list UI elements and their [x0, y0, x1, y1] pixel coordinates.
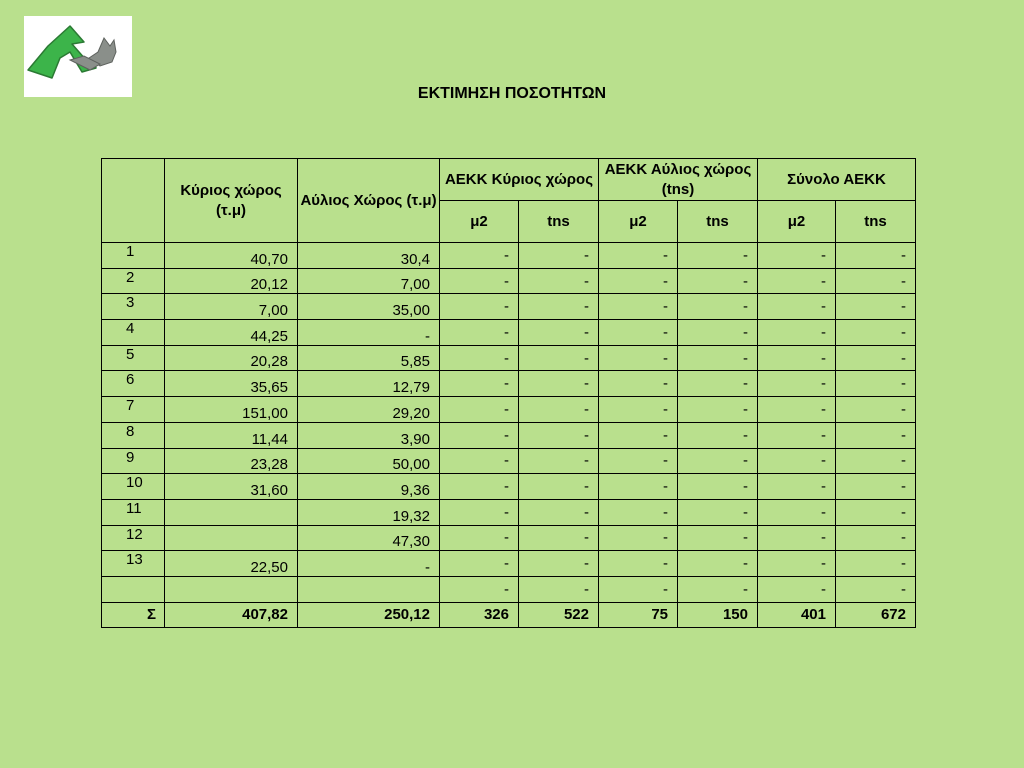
cell-aekk-yard-tns: -: [678, 320, 758, 346]
cell-aekk-yard-m2: -: [599, 422, 678, 448]
cell-aekk-main-m2: -: [440, 525, 519, 551]
cell-index: 12: [102, 525, 165, 551]
cell-main-space: 35,65: [165, 371, 298, 397]
cell-aekk-yard-m2: -: [599, 551, 678, 577]
cell-main-space: 31,60: [165, 474, 298, 500]
cell-aekk-main-tns: -: [519, 525, 599, 551]
cell-aekk-yard-tns: -: [678, 371, 758, 397]
page-title: ΕΚΤΙΜΗΣΗ ΠΟΣΟΤΗΤΩΝ: [417, 85, 607, 102]
cell-aekk-main-tns: -: [519, 268, 599, 294]
cell-aekk-yard-tns: -: [678, 551, 758, 577]
cell-aekk-total-tns: -: [836, 268, 916, 294]
cell-main-space: 40,70: [165, 243, 298, 269]
table-row: [102, 525, 916, 551]
cell-aekk-main-tns: -: [519, 499, 599, 525]
cell-aekk-main-tns: -: [519, 576, 599, 602]
cell-yard-space: 5,85: [298, 345, 440, 371]
cell-aekk-yard-m2: -: [599, 345, 678, 371]
cell-aekk-yard-tns: -: [678, 345, 758, 371]
cell-aekk-yard-m2: -: [599, 576, 678, 602]
cell-main-space: [165, 525, 298, 551]
cell-index: 8: [102, 422, 165, 448]
cell-aekk-yard-tns: -: [678, 576, 758, 602]
total-aekk-total-tns: 672: [836, 602, 916, 628]
cell-yard-space: -: [298, 551, 440, 577]
cell-main-space: 20,12: [165, 268, 298, 294]
cell-main-space: 44,25: [165, 320, 298, 346]
header-yard-space: Αύλιος Χώρος (τ.μ): [298, 159, 440, 243]
total-aekk-main-m2: 326: [440, 602, 519, 628]
cell-aekk-total-tns: -: [836, 474, 916, 500]
cell-aekk-total-tns: -: [836, 422, 916, 448]
cell-aekk-main-tns: -: [519, 320, 599, 346]
cell-aekk-total-m2: -: [758, 576, 836, 602]
cell-aekk-total-m2: -: [758, 397, 836, 423]
cell-aekk-yard-tns: -: [678, 397, 758, 423]
cell-yard-space: 47,30: [298, 525, 440, 551]
subheader-aekk-total-m2: μ2: [758, 201, 836, 243]
cell-aekk-yard-tns: -: [678, 268, 758, 294]
cell-aekk-main-m2: -: [440, 243, 519, 269]
cell-aekk-yard-tns: -: [678, 525, 758, 551]
table-row: [102, 371, 916, 397]
cell-main-space: 22,50: [165, 551, 298, 577]
cell-aekk-total-tns: -: [836, 576, 916, 602]
table-row: [102, 474, 916, 500]
subheader-aekk-yard-m2: μ2: [599, 201, 678, 243]
cell-aekk-main-m2: -: [440, 294, 519, 320]
subheader-aekk-main-m2: μ2: [440, 201, 519, 243]
cell-aekk-main-m2: -: [440, 320, 519, 346]
cell-yard-space: -: [298, 320, 440, 346]
subheader-aekk-total-tns: tns: [836, 201, 916, 243]
cell-yard-space: 12,79: [298, 371, 440, 397]
cell-aekk-main-tns: -: [519, 474, 599, 500]
cell-aekk-total-tns: -: [836, 294, 916, 320]
cell-yard-space: 3,90: [298, 422, 440, 448]
cell-aekk-yard-tns: -: [678, 422, 758, 448]
cell-aekk-total-m2: -: [758, 499, 836, 525]
cell-yard-space: [298, 576, 440, 602]
cell-aekk-yard-m2: -: [599, 371, 678, 397]
cell-aekk-main-m2: -: [440, 345, 519, 371]
cell-aekk-main-tns: -: [519, 448, 599, 474]
cell-aekk-main-m2: -: [440, 499, 519, 525]
cell-aekk-total-m2: -: [758, 294, 836, 320]
cell-main-space: [165, 499, 298, 525]
cell-aekk-main-tns: -: [519, 551, 599, 577]
cell-aekk-yard-m2: -: [599, 294, 678, 320]
cell-index: 7: [102, 397, 165, 423]
total-yard-space: 250,12: [298, 602, 440, 628]
cell-aekk-main-tns: -: [519, 397, 599, 423]
cell-aekk-yard-m2: -: [599, 499, 678, 525]
cell-aekk-main-m2: -: [440, 551, 519, 577]
cell-aekk-yard-m2: -: [599, 474, 678, 500]
cell-aekk-yard-m2: -: [599, 320, 678, 346]
total-aekk-yard-tns: 150: [678, 602, 758, 628]
cell-index: 4: [102, 320, 165, 346]
table-row: [102, 320, 916, 346]
table-body: [102, 243, 916, 628]
total-aekk-total-m2: 401: [758, 602, 836, 628]
cell-aekk-main-tns: -: [519, 371, 599, 397]
total-main-space: 407,82: [165, 602, 298, 628]
table-row: [102, 499, 916, 525]
cell-aekk-total-m2: -: [758, 268, 836, 294]
table-row: [102, 576, 916, 602]
cell-aekk-main-tns: -: [519, 422, 599, 448]
cell-aekk-yard-tns: -: [678, 499, 758, 525]
cell-aekk-main-tns: -: [519, 243, 599, 269]
cell-aekk-total-m2: -: [758, 320, 836, 346]
total-aekk-yard-m2: 75: [599, 602, 678, 628]
cell-index: 1: [102, 243, 165, 269]
cell-aekk-main-m2: -: [440, 474, 519, 500]
cell-aekk-main-tns: -: [519, 345, 599, 371]
cell-yard-space: 29,20: [298, 397, 440, 423]
header-main-space: Κύριος χώρος (τ.μ): [165, 159, 298, 243]
cell-aekk-total-m2: -: [758, 448, 836, 474]
cell-yard-space: 30,4: [298, 243, 440, 269]
cell-aekk-main-m2: -: [440, 422, 519, 448]
cell-aekk-yard-tns: -: [678, 294, 758, 320]
cell-aekk-total-tns: -: [836, 551, 916, 577]
cell-aekk-total-tns: -: [836, 345, 916, 371]
cell-aekk-total-tns: -: [836, 448, 916, 474]
header-aekk-yard: ΑΕΚΚ Αύλιος χώρος (tns): [599, 159, 758, 201]
cell-aekk-total-tns: -: [836, 499, 916, 525]
table-row: [102, 551, 916, 577]
cell-main-space: 151,00: [165, 397, 298, 423]
cell-yard-space: 19,32: [298, 499, 440, 525]
table-row: [102, 397, 916, 423]
cell-index: 13: [102, 551, 165, 577]
header-index: [102, 159, 165, 243]
cell-aekk-total-tns: -: [836, 397, 916, 423]
cell-yard-space: 50,00: [298, 448, 440, 474]
cell-yard-space: 35,00: [298, 294, 440, 320]
cell-main-space: 11,44: [165, 422, 298, 448]
subheader-aekk-yard-tns: tns: [678, 201, 758, 243]
cell-aekk-main-m2: -: [440, 268, 519, 294]
cell-aekk-main-m2: -: [440, 397, 519, 423]
cell-aekk-yard-m2: -: [599, 243, 678, 269]
cell-aekk-main-m2: -: [440, 576, 519, 602]
cell-main-space: 20,28: [165, 345, 298, 371]
cell-aekk-total-tns: -: [836, 371, 916, 397]
table-row: [102, 422, 916, 448]
cell-aekk-yard-tns: -: [678, 243, 758, 269]
header-aekk-main: ΑΕΚΚ Κύριος χώρος: [440, 159, 599, 201]
cell-aekk-yard-m2: -: [599, 268, 678, 294]
cell-main-space: 23,28: [165, 448, 298, 474]
cell-aekk-yard-m2: -: [599, 448, 678, 474]
table-row: [102, 294, 916, 320]
cell-index: 5: [102, 345, 165, 371]
cell-index: 9: [102, 448, 165, 474]
cell-aekk-main-tns: -: [519, 294, 599, 320]
table-row: [102, 243, 916, 269]
table-row: [102, 268, 916, 294]
cell-index: 11: [102, 499, 165, 525]
cell-index: 6: [102, 371, 165, 397]
cell-aekk-total-tns: -: [836, 320, 916, 346]
cell-aekk-total-m2: -: [758, 243, 836, 269]
cell-aekk-yard-tns: -: [678, 474, 758, 500]
cell-aekk-total-m2: -: [758, 525, 836, 551]
cell-aekk-yard-m2: -: [599, 397, 678, 423]
table-row: [102, 345, 916, 371]
cell-index: 10: [102, 474, 165, 500]
cell-aekk-main-m2: -: [440, 371, 519, 397]
header-aekk-total: Σύνολο ΑΕΚΚ: [758, 159, 916, 201]
cell-aekk-yard-tns: -: [678, 448, 758, 474]
cell-main-space: [165, 576, 298, 602]
cell-index: [102, 576, 165, 602]
cell-index: 3: [102, 294, 165, 320]
cell-aekk-total-m2: -: [758, 474, 836, 500]
cell-aekk-total-m2: -: [758, 422, 836, 448]
cell-aekk-yard-m2: -: [599, 525, 678, 551]
table-row: [102, 448, 916, 474]
cell-aekk-total-m2: -: [758, 345, 836, 371]
total-symbol: Σ: [102, 602, 165, 628]
cell-yard-space: 9,36: [298, 474, 440, 500]
cell-aekk-main-m2: -: [440, 448, 519, 474]
quantity-estimate-table: [101, 158, 916, 628]
total-row: [102, 602, 916, 628]
cell-yard-space: 7,00: [298, 268, 440, 294]
cell-aekk-total-tns: -: [836, 243, 916, 269]
cell-main-space: 7,00: [165, 294, 298, 320]
cell-aekk-total-m2: -: [758, 551, 836, 577]
cell-aekk-total-tns: -: [836, 525, 916, 551]
cell-index: 2: [102, 268, 165, 294]
cell-aekk-total-m2: -: [758, 371, 836, 397]
total-aekk-main-tns: 522: [519, 602, 599, 628]
subheader-aekk-main-tns: tns: [519, 201, 599, 243]
